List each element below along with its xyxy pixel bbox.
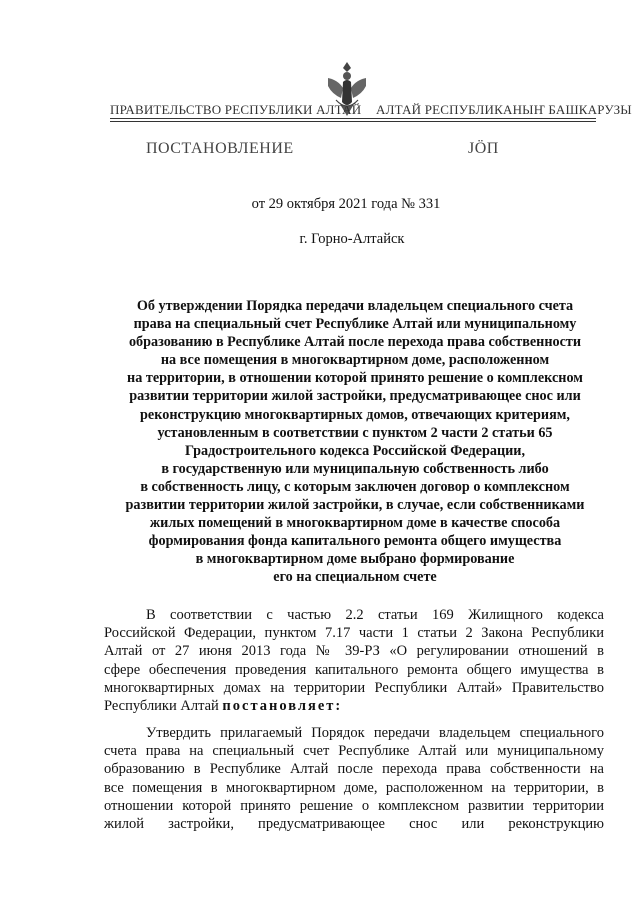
title-line: его на специальном счете: [273, 569, 437, 586]
title-line: развитии территории жилой застройки, в случае, если собственниками: [125, 497, 585, 514]
document-title: [100, 297, 610, 587]
title-line: на территории, в отношении которой принято решение о комплексном: [127, 370, 583, 387]
title-line: развитии территории жилой застройки, предусматривающее снос или: [129, 388, 581, 405]
paragraph-line: многоквартирных домах на территории Республики Алтай» Правительство: [104, 679, 604, 696]
title-line: на все помещения в многоквартирном доме, расположенном: [160, 352, 550, 369]
paragraph-line: В соответствии с частью 2.2 статьи 169 Жилищного кодекса: [146, 607, 604, 623]
title-line: установленным в соответствии с пунктом 2 части 2 статьи 65: [157, 424, 553, 441]
title-line: права на специальный счет Республике Алтай или муниципальному: [133, 316, 577, 333]
title-line: Градостроительного кодекса Российской Федерации,: [184, 442, 526, 459]
paragraph-line: все помещения в многоквартирном доме, расположенном на территории, в: [104, 779, 604, 796]
paragraph-line: Алтай от 27 июня 2013 года № 39-РЗ «О регулировании отношений в: [104, 643, 604, 660]
title-line: реконструкцию многоквартирных домов, отвечающих критериям,: [140, 406, 570, 423]
title-line: в собственность лицу, с которым заключен договор о комплексном: [140, 478, 570, 495]
title-line: формирования фонда капитального ремонта общего имущества: [148, 533, 562, 550]
paragraph-line: счета права на специальный счет Республике Алтай или муниципальному: [104, 743, 604, 760]
city: г. Горно-Алтайск: [299, 231, 405, 247]
preamble-paragraph: [104, 606, 604, 715]
title-line: в многоквартирном доме выбрано формирование: [195, 551, 515, 568]
doc-type-alt: JÖП: [468, 140, 499, 157]
paragraph-line: отношении которой принято решение о комплексном развитии территории: [104, 797, 604, 814]
paragraph-line-prefix: Республики Алтай: [104, 698, 223, 715]
government-name-ru: ПРАВИТЕЛЬСТВО РЕСПУБЛИКИ АЛТАЙ: [110, 102, 362, 117]
paragraph-line: сфере обеспечения проведения капитального ремонта общего имущества в: [104, 661, 604, 678]
title-line: образованию в Республике Алтай после перехода права собственности: [128, 334, 582, 351]
title-line: Об утверждении Порядка передачи владельцем специального счета: [136, 298, 574, 314]
date-and-number: от 29 октября 2021 года № 331: [251, 196, 441, 212]
doc-type-ru: ПОСТАНОВЛЕНИЕ: [146, 140, 294, 157]
resolution-paragraph: [104, 724, 604, 833]
title-line: жилых помещений в многоквартирном доме в качестве способа: [149, 515, 561, 532]
paragraph-line: Утвердить прилагаемый Порядок передачи владельцем специального: [146, 725, 604, 741]
paragraph-line-last: [104, 697, 604, 715]
government-name-alt: АЛТАЙ РЕСПУБЛИКАНЫҤ БАШКАРУЗЫ: [376, 102, 632, 117]
paragraph-line: Российской Федерации, пунктом 7.17 части 1 статьи 2 Закона Республики: [104, 625, 604, 642]
decree-word: постановляет:: [222, 698, 343, 715]
title-line: в государственную или муниципальную собственность либо: [161, 460, 549, 477]
header-rule-bottom: [110, 121, 596, 122]
header-rule-top: [110, 118, 596, 119]
paragraph-line: жилой застройки, предусматривающее снос или реконструкцию: [104, 816, 604, 833]
paragraph-line: образованию в Республике Алтай после перехода права собственности на: [104, 761, 604, 778]
